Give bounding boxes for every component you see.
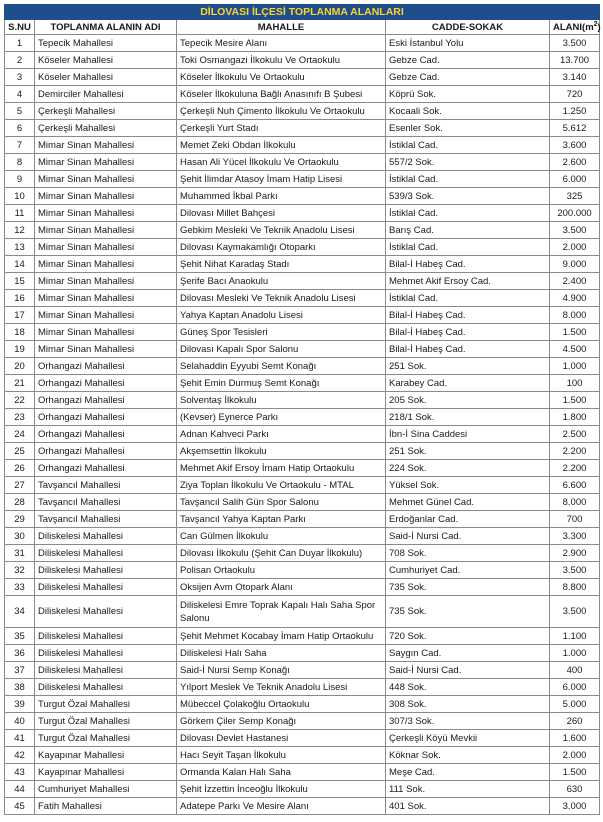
street: Bilal-İ Habeş Cad. — [386, 256, 550, 273]
neighborhood: Şehit İzzettin İnceoğlu İlkokulu — [177, 781, 386, 798]
area-name: Çerkeşli Mahallesi — [35, 103, 177, 120]
neighborhood: Hacı Seyit Taşan İlkokulu — [177, 747, 386, 764]
area-size: 3.500 — [550, 35, 600, 52]
table-row — [5, 679, 600, 696]
table-row — [5, 443, 600, 460]
area-size: 4.900 — [550, 290, 600, 307]
neighborhood: Tavşancıl Yahya Kaptan Parkı — [177, 511, 386, 528]
header-size — [550, 20, 600, 35]
street: 218/1 Sok. — [386, 409, 550, 426]
area-size: 1.500 — [550, 324, 600, 341]
table-row — [5, 798, 600, 815]
row-number: 8 — [5, 154, 35, 171]
area-name: Mimar Sinan Mahallesi — [35, 188, 177, 205]
area-size: 1.800 — [550, 409, 600, 426]
area-size: 2.200 — [550, 460, 600, 477]
header-size-label: ALANI(m — [553, 21, 594, 33]
area-name: Diliskelesi Mahallesi — [35, 545, 177, 562]
street: Bilal-İ Habeş Cad. — [386, 307, 550, 324]
area-name: Mimar Sinan Mahallesi — [35, 171, 177, 188]
row-number: 7 — [5, 137, 35, 154]
area-size: 3.300 — [550, 528, 600, 545]
neighborhood: Tepecik Mesire Alanı — [177, 35, 386, 52]
table-row — [5, 545, 600, 562]
area-name: Diliskelesi Mahallesi — [35, 628, 177, 645]
street: Gebze Cad. — [386, 52, 550, 69]
row-number: 26 — [5, 460, 35, 477]
row-number: 19 — [5, 341, 35, 358]
row-number: 24 — [5, 426, 35, 443]
street: Said-İ Nursi Cad. — [386, 528, 550, 545]
street: İstiklal Cad. — [386, 171, 550, 188]
area-name: Diliskelesi Mahallesi — [35, 596, 177, 628]
area-size: 260 — [550, 713, 600, 730]
row-number: 36 — [5, 645, 35, 662]
table-row — [5, 375, 600, 392]
row-number: 2 — [5, 52, 35, 69]
table-row — [5, 662, 600, 679]
header-neighborhood: MAHALLE — [177, 20, 386, 35]
neighborhood: Muhammed İkbal Parkı — [177, 188, 386, 205]
row-number: 41 — [5, 730, 35, 747]
table-row — [5, 596, 600, 628]
street: Bilal-İ Habeş Cad. — [386, 341, 550, 358]
street: İstiklal Cad. — [386, 137, 550, 154]
area-size: 2.000 — [550, 239, 600, 256]
row-number: 31 — [5, 545, 35, 562]
area-name: Cumhuriyet Mahallesi — [35, 781, 177, 798]
area-name: Turgut Özal Mahallesi — [35, 713, 177, 730]
table-row — [5, 781, 600, 798]
area-name: Mimar Sinan Mahallesi — [35, 290, 177, 307]
area-size: 1.000 — [550, 358, 600, 375]
street: 708 Sok. — [386, 545, 550, 562]
street: İstiklal Cad. — [386, 205, 550, 222]
street: Bilal-İ Habeş Cad. — [386, 324, 550, 341]
table-row — [5, 645, 600, 662]
area-size: 2.400 — [550, 273, 600, 290]
street: Eski İstanbul Yolu — [386, 35, 550, 52]
area-size: 3.500 — [550, 596, 600, 628]
neighborhood: Mübeccel Çolakoğlu Ortaokulu — [177, 696, 386, 713]
header-sno: S.NU — [5, 20, 35, 35]
neighborhood: Şehit Nihat Karadaş Stadı — [177, 256, 386, 273]
header-size-superscript: 2 — [593, 20, 598, 28]
area-name: Orhangazi Mahallesi — [35, 426, 177, 443]
neighborhood: (Kevser) Eynerce Parkı — [177, 409, 386, 426]
row-number: 23 — [5, 409, 35, 426]
neighborhood: Tavşancıl Salih Gün Spor Salonu — [177, 494, 386, 511]
neighborhood: Selahaddin Eyyubi Semt Konağı — [177, 358, 386, 375]
area-name: Tavşancıl Mahallesi — [35, 511, 177, 528]
header-street: CADDE-SOKAK — [386, 20, 550, 35]
row-number: 11 — [5, 205, 35, 222]
area-name: Diliskelesi Mahallesi — [35, 528, 177, 545]
table-row — [5, 222, 600, 239]
neighborhood: Memet Zeki Obdan İlkokulu — [177, 137, 386, 154]
neighborhood: Şehit İlimdar Atasoy İmam Hatip Lisesi — [177, 171, 386, 188]
table-row — [5, 239, 600, 256]
neighborhood: Dilovası Millet Bahçesi — [177, 205, 386, 222]
area-name: Orhangazi Mahallesi — [35, 375, 177, 392]
row-number: 27 — [5, 477, 35, 494]
street: Karabey Cad. — [386, 375, 550, 392]
neighborhood: Şerife Bacı Anaokulu — [177, 273, 386, 290]
table-row — [5, 494, 600, 511]
row-number: 18 — [5, 324, 35, 341]
area-size: 5.612 — [550, 120, 600, 137]
street: 720 Sok. — [386, 628, 550, 645]
row-number: 29 — [5, 511, 35, 528]
area-name: Tavşancıl Mahallesi — [35, 477, 177, 494]
neighborhood: Dilovası Mesleki Ve Teknik Anadolu Lisesi — [177, 290, 386, 307]
street: Mehmet Günel Cad. — [386, 494, 550, 511]
area-name: Mimar Sinan Mahallesi — [35, 205, 177, 222]
area-size: 8.000 — [550, 307, 600, 324]
area-name: Mimar Sinan Mahallesi — [35, 137, 177, 154]
area-size: 13.700 — [550, 52, 600, 69]
area-name: Mimar Sinan Mahallesi — [35, 256, 177, 273]
neighborhood: Dilovası Kaymakamlığı Otoparkı — [177, 239, 386, 256]
area-size: 700 — [550, 511, 600, 528]
street: Çerkeşli Köyü Mevkii — [386, 730, 550, 747]
street: Barış Cad. — [386, 222, 550, 239]
area-size: 400 — [550, 662, 600, 679]
table-title: DİLOVASI İLÇESİ TOPLANMA ALANLARI — [5, 5, 600, 20]
row-number: 37 — [5, 662, 35, 679]
table-row — [5, 290, 600, 307]
table-row — [5, 358, 600, 375]
table-row — [5, 120, 600, 137]
area-size: 2.000 — [550, 747, 600, 764]
neighborhood: Dilovası Devlet Hastanesi — [177, 730, 386, 747]
neighborhood: Akşemsettin İlkokulu — [177, 443, 386, 460]
assembly-areas-sheet — [4, 4, 599, 815]
area-size: 6.600 — [550, 477, 600, 494]
table-row — [5, 392, 600, 409]
street: 448 Sok. — [386, 679, 550, 696]
header-size-close: ) — [597, 21, 601, 33]
area-size: 630 — [550, 781, 600, 798]
table-row — [5, 86, 600, 103]
area-size: 2.500 — [550, 426, 600, 443]
row-number: 20 — [5, 358, 35, 375]
row-number: 5 — [5, 103, 35, 120]
street: 308 Sok. — [386, 696, 550, 713]
area-name: Turgut Özal Mahallesi — [35, 730, 177, 747]
area-size: 1.250 — [550, 103, 600, 120]
area-size: 1.500 — [550, 392, 600, 409]
area-name: Mimar Sinan Mahallesi — [35, 324, 177, 341]
neighborhood: Solventaş İlkokulu — [177, 392, 386, 409]
row-number: 14 — [5, 256, 35, 273]
street: 251 Sok. — [386, 358, 550, 375]
area-name: Kayapınar Mahallesi — [35, 764, 177, 781]
row-number: 28 — [5, 494, 35, 511]
neighborhood: Adatepe Parkı Ve Mesire Alanı — [177, 798, 386, 815]
area-size: 325 — [550, 188, 600, 205]
table-row — [5, 256, 600, 273]
street: Yüksel Sok. — [386, 477, 550, 494]
area-size: 4.500 — [550, 341, 600, 358]
neighborhood: Polisan Ortaokulu — [177, 562, 386, 579]
area-name: Orhangazi Mahallesi — [35, 358, 177, 375]
title-row — [5, 5, 600, 20]
area-name: Diliskelesi Mahallesi — [35, 662, 177, 679]
table-row — [5, 52, 600, 69]
neighborhood: Çerkeşli Nuh Çimento İlkokulu Ve Ortaokulu — [177, 103, 386, 120]
street: Meşe Cad. — [386, 764, 550, 781]
street: Köprü Sok. — [386, 86, 550, 103]
table-row — [5, 460, 600, 477]
neighborhood: Yılport Meslek Ve Teknik Anadolu Lisesi — [177, 679, 386, 696]
area-name: Diliskelesi Mahallesi — [35, 562, 177, 579]
row-number: 13 — [5, 239, 35, 256]
row-number: 34 — [5, 596, 35, 628]
area-size: 3.500 — [550, 222, 600, 239]
street: İstiklal Cad. — [386, 290, 550, 307]
street: Gebze Cad. — [386, 69, 550, 86]
area-size: 2.200 — [550, 443, 600, 460]
area-name: Diliskelesi Mahallesi — [35, 579, 177, 596]
row-number: 40 — [5, 713, 35, 730]
street: 111 Sok. — [386, 781, 550, 798]
street: 224 Sok. — [386, 460, 550, 477]
area-size: 1.600 — [550, 730, 600, 747]
area-name: Mimar Sinan Mahallesi — [35, 222, 177, 239]
neighborhood: Diliskelesi Emre Toprak Kapalı Halı Saha Spor Salonu — [177, 596, 386, 628]
area-size: 6.000 — [550, 679, 600, 696]
row-number: 12 — [5, 222, 35, 239]
street: Cumhuriyet Cad. — [386, 562, 550, 579]
area-name: Çerkeşli Mahallesi — [35, 120, 177, 137]
neighborhood: Görkem Çiler Semp Konağı — [177, 713, 386, 730]
area-name: Fatih Mahallesi — [35, 798, 177, 815]
table-row — [5, 747, 600, 764]
table-row — [5, 324, 600, 341]
street: 205 Sok. — [386, 392, 550, 409]
table-body — [5, 35, 600, 815]
row-number: 32 — [5, 562, 35, 579]
area-name: Mimar Sinan Mahallesi — [35, 307, 177, 324]
table-row — [5, 713, 600, 730]
area-name: Diliskelesi Mahallesi — [35, 679, 177, 696]
area-name: Tepecik Mahallesi — [35, 35, 177, 52]
table-row — [5, 188, 600, 205]
neighborhood: Ormanda Kalan Halı Saha — [177, 764, 386, 781]
neighborhood: Oksijen Avm Otopark Alanı — [177, 579, 386, 596]
neighborhood: Şehit Emin Durmuş Semt Konağı — [177, 375, 386, 392]
area-size: 1.100 — [550, 628, 600, 645]
neighborhood: Can Gülmen İlkokulu — [177, 528, 386, 545]
area-name: Orhangazi Mahallesi — [35, 409, 177, 426]
neighborhood: Toki Osmangazi İlkokulu Ve Ortaokulu — [177, 52, 386, 69]
street: Said-İ Nursi Cad. — [386, 662, 550, 679]
table-row — [5, 528, 600, 545]
street: Kocaali Sok. — [386, 103, 550, 120]
row-number: 16 — [5, 290, 35, 307]
table-row — [5, 137, 600, 154]
area-size: 2.600 — [550, 154, 600, 171]
street: 735 Sok. — [386, 579, 550, 596]
street: 735 Sok. — [386, 596, 550, 628]
header-area-name: TOPLANMA ALANIN ADI — [35, 20, 177, 35]
assembly-areas-table — [4, 4, 600, 815]
neighborhood: Köseler İlkokuluna Bağlı Anasınıfı B Şubesi — [177, 86, 386, 103]
row-number: 33 — [5, 579, 35, 596]
area-size: 5.000 — [550, 696, 600, 713]
area-name: Kayapınar Mahallesi — [35, 747, 177, 764]
street: İstiklal Cad. — [386, 239, 550, 256]
neighborhood: Şehit Mehmet Kocabay İmam Hatip Ortaokulu — [177, 628, 386, 645]
row-number: 10 — [5, 188, 35, 205]
neighborhood: Yahya Kaptan Anadolu Lisesi — [177, 307, 386, 324]
area-name: Diliskelesi Mahallesi — [35, 645, 177, 662]
street: Köknar Sok. — [386, 747, 550, 764]
neighborhood: Gebkim Mesleki Ve Teknik Anadolu Lisesi — [177, 222, 386, 239]
table-row — [5, 730, 600, 747]
header-row — [5, 20, 600, 35]
row-number: 4 — [5, 86, 35, 103]
area-name: Orhangazi Mahallesi — [35, 443, 177, 460]
row-number: 6 — [5, 120, 35, 137]
table-row — [5, 307, 600, 324]
street: Esenler Sok. — [386, 120, 550, 137]
street: 539/3 Sok. — [386, 188, 550, 205]
area-name: Demirciler Mahallesi — [35, 86, 177, 103]
area-size: 200.000 — [550, 205, 600, 222]
table-row — [5, 579, 600, 596]
row-number: 25 — [5, 443, 35, 460]
street: Saygın Cad. — [386, 645, 550, 662]
row-number: 44 — [5, 781, 35, 798]
table-row — [5, 154, 600, 171]
row-number: 45 — [5, 798, 35, 815]
table-row — [5, 426, 600, 443]
table-row — [5, 205, 600, 222]
area-name: Köseler Mahallesi — [35, 69, 177, 86]
area-name: Mimar Sinan Mahallesi — [35, 239, 177, 256]
table-row — [5, 341, 600, 358]
row-number: 43 — [5, 764, 35, 781]
table-row — [5, 409, 600, 426]
row-number: 35 — [5, 628, 35, 645]
row-number: 3 — [5, 69, 35, 86]
table-row — [5, 69, 600, 86]
area-size: 720 — [550, 86, 600, 103]
neighborhood: Mehmet Akif Ersoy İmam Hatip Ortaokulu — [177, 460, 386, 477]
neighborhood: Adnan Kahveci Parkı — [177, 426, 386, 443]
area-size: 3.000 — [550, 798, 600, 815]
table-row — [5, 562, 600, 579]
row-number: 15 — [5, 273, 35, 290]
area-size: 8.000 — [550, 494, 600, 511]
neighborhood: Güneş Spor Tesisleri — [177, 324, 386, 341]
table-row — [5, 628, 600, 645]
area-size: 6.000 — [550, 171, 600, 188]
area-size: 1.500 — [550, 764, 600, 781]
neighborhood: Dilovası Kapalı Spor Salonu — [177, 341, 386, 358]
neighborhood: Hasan Ali Yücel İlkokulu Ve Ortaokulu — [177, 154, 386, 171]
table-row — [5, 477, 600, 494]
neighborhood: Dilovası İlkokulu (Şehit Can Duyar İlkokulu) — [177, 545, 386, 562]
street: 251 Sok. — [386, 443, 550, 460]
area-name: Mimar Sinan Mahallesi — [35, 341, 177, 358]
neighborhood: Diliskelesi Halı Saha — [177, 645, 386, 662]
area-size: 3.600 — [550, 137, 600, 154]
neighborhood: Ziya Toplan İlkokulu Ve Ortaokulu - MTAL — [177, 477, 386, 494]
area-name: Orhangazi Mahallesi — [35, 392, 177, 409]
area-size: 100 — [550, 375, 600, 392]
street: Erdoğanlar Cad. — [386, 511, 550, 528]
table-row — [5, 764, 600, 781]
table-row — [5, 696, 600, 713]
row-number: 39 — [5, 696, 35, 713]
street: Mehmet Akif Ersoy Cad. — [386, 273, 550, 290]
table-row — [5, 273, 600, 290]
area-name: Köseler Mahallesi — [35, 52, 177, 69]
area-name: Tavşancıl Mahallesi — [35, 494, 177, 511]
area-size: 1.000 — [550, 645, 600, 662]
area-name: Mimar Sinan Mahallesi — [35, 154, 177, 171]
table-row — [5, 171, 600, 188]
area-name: Mimar Sinan Mahallesi — [35, 273, 177, 290]
row-number: 1 — [5, 35, 35, 52]
row-number: 9 — [5, 171, 35, 188]
row-number: 38 — [5, 679, 35, 696]
area-size: 3.140 — [550, 69, 600, 86]
area-size: 2.900 — [550, 545, 600, 562]
area-size: 3.500 — [550, 562, 600, 579]
neighborhood: Çerkeşli Yurt Stadı — [177, 120, 386, 137]
table-row — [5, 103, 600, 120]
street: İbn-İ Sina Caddesi — [386, 426, 550, 443]
street: 307/3 Sok. — [386, 713, 550, 730]
street: 557/2 Sok. — [386, 154, 550, 171]
neighborhood: Said-İ Nursi Semp Konağı — [177, 662, 386, 679]
row-number: 30 — [5, 528, 35, 545]
row-number: 22 — [5, 392, 35, 409]
area-name: Orhangazi Mahallesi — [35, 460, 177, 477]
table-row — [5, 511, 600, 528]
street: 401 Sok. — [386, 798, 550, 815]
table-row — [5, 35, 600, 52]
area-size: 9.000 — [550, 256, 600, 273]
row-number: 17 — [5, 307, 35, 324]
area-name: Turgut Özal Mahallesi — [35, 696, 177, 713]
row-number: 21 — [5, 375, 35, 392]
row-number: 42 — [5, 747, 35, 764]
neighborhood: Köseler İlkokulu Ve Ortaokulu — [177, 69, 386, 86]
area-size: 8.800 — [550, 579, 600, 596]
